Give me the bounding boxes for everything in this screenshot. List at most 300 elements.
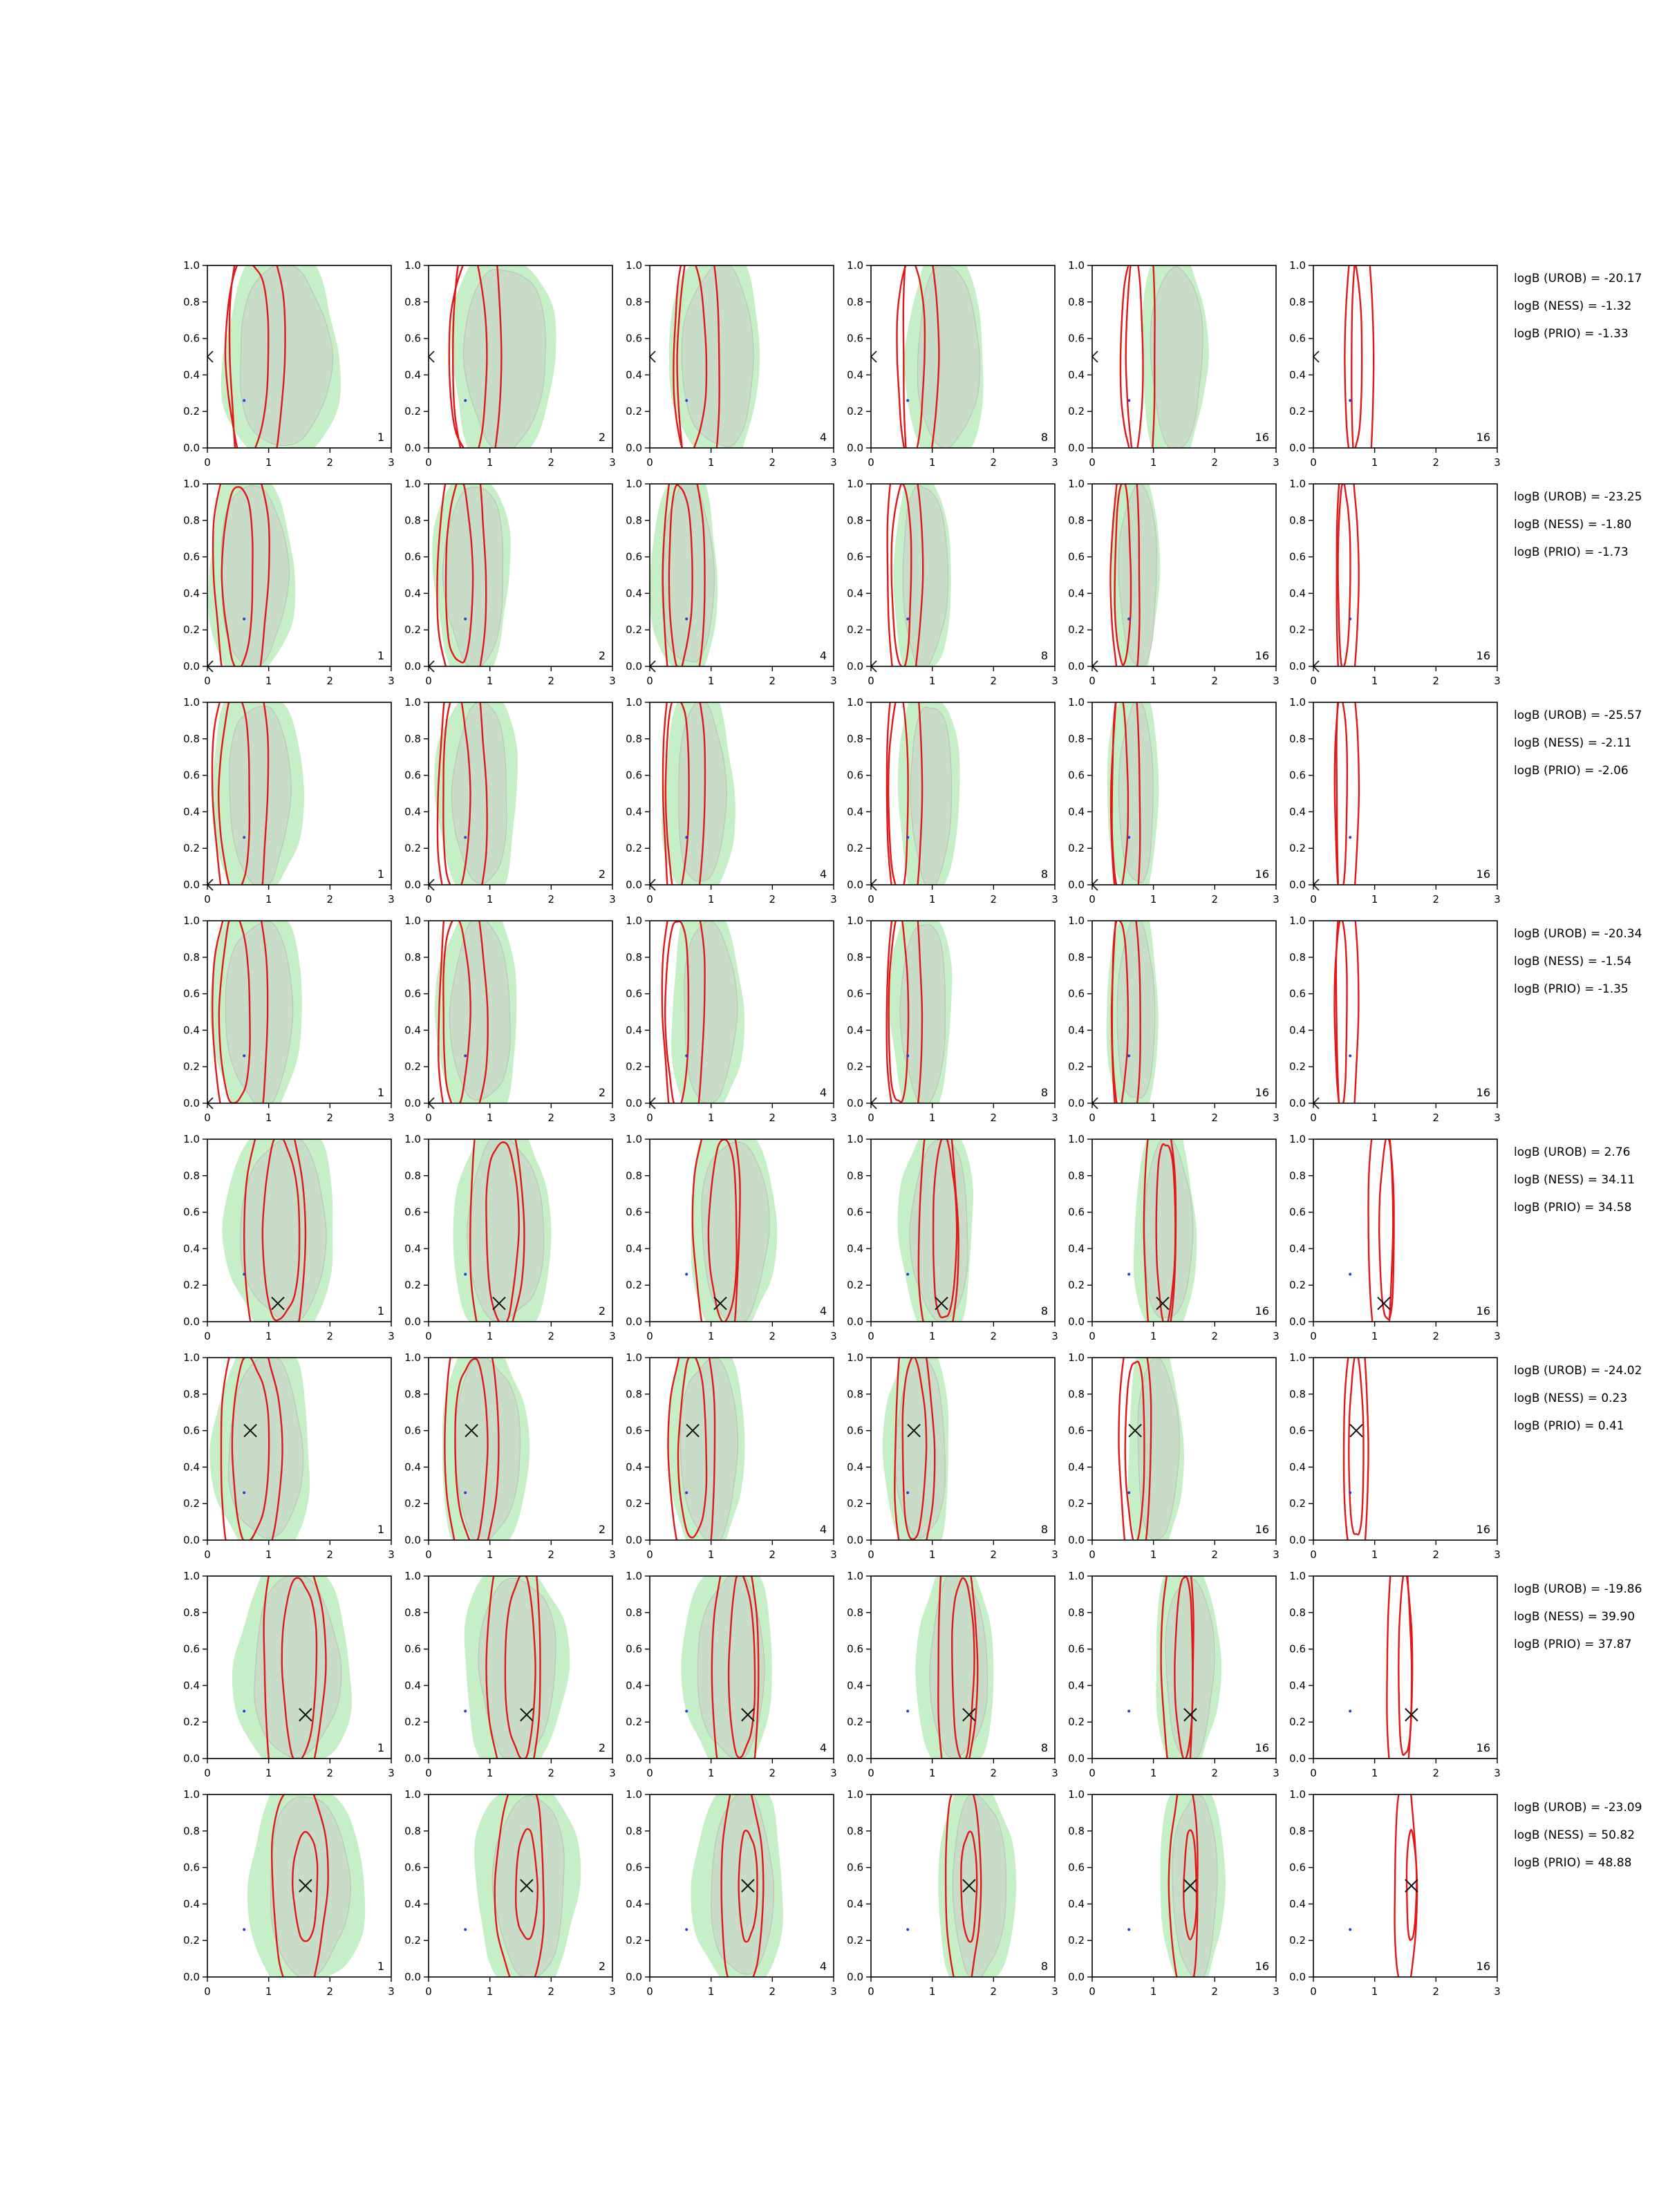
x-tick-label: 0 xyxy=(425,1767,432,1779)
x-tick-label: 2 xyxy=(1432,1330,1440,1342)
y-tick-label: 0.0 xyxy=(847,1534,863,1546)
panel-sample-label: 16 xyxy=(1476,1960,1490,1973)
contour-panel xyxy=(626,1099,837,1362)
y-tick-label: 0.8 xyxy=(847,950,863,964)
x-tick-label: 0 xyxy=(1310,1330,1317,1342)
x-tick-label: 3 xyxy=(1051,1767,1058,1779)
panel-sample-label: 4 xyxy=(819,868,827,881)
contour-panel xyxy=(847,1320,1058,1575)
y-tick-label: 0.0 xyxy=(1068,879,1085,891)
y-tick-label: 0.4 xyxy=(1289,1679,1306,1692)
panel-sample-label: 8 xyxy=(1040,649,1048,662)
x-tick-label: 3 xyxy=(1273,1767,1280,1779)
panel-sample-label: 2 xyxy=(598,431,606,444)
x-tick-label: 2 xyxy=(1211,1548,1219,1561)
y-tick-label: 0.0 xyxy=(183,1534,200,1546)
y-tick-label: 0.8 xyxy=(1289,1387,1306,1400)
y-tick-label: 0.6 xyxy=(847,1424,863,1437)
x-tick-label: 2 xyxy=(326,456,334,469)
y-tick-label: 0.0 xyxy=(847,1971,863,1983)
contour-panel xyxy=(1289,1524,1501,1800)
y-tick-label: 1.0 xyxy=(183,1351,200,1364)
y-tick-label: 1.0 xyxy=(1068,696,1085,709)
panel-sample-label: 8 xyxy=(1040,1304,1048,1318)
panel-sample-label: 16 xyxy=(1476,868,1490,881)
x-tick-label: 0 xyxy=(204,675,211,687)
x-tick-label: 1 xyxy=(1371,1112,1378,1124)
y-tick-label: 1.0 xyxy=(1289,1133,1306,1145)
panel-sample-label: 16 xyxy=(1476,1304,1490,1318)
reference-point xyxy=(1127,1273,1130,1275)
panel-sample-label: 4 xyxy=(819,431,827,444)
y-tick-label: 0.8 xyxy=(1068,514,1085,527)
x-tick-label: 2 xyxy=(326,1112,334,1124)
y-tick-label: 0.0 xyxy=(626,660,642,673)
y-tick-label: 0.8 xyxy=(404,1387,421,1400)
y-tick-label: 0.6 xyxy=(404,1861,421,1874)
y-tick-label: 1.0 xyxy=(404,1351,421,1364)
y-tick-label: 0.4 xyxy=(183,1679,200,1692)
y-tick-label: 0.2 xyxy=(183,1497,200,1510)
y-tick-label: 0.4 xyxy=(1068,1024,1085,1037)
y-tick-label: 0.4 xyxy=(626,805,642,818)
y-tick-label: 0.2 xyxy=(183,624,200,637)
x-tick-label: 1 xyxy=(1371,675,1378,687)
y-tick-label: 0.4 xyxy=(183,587,200,600)
contour-68 xyxy=(1121,255,1143,458)
x-tick-label: 1 xyxy=(1150,1112,1157,1124)
contour-panel xyxy=(404,874,616,1149)
y-tick-label: 0.2 xyxy=(626,405,642,418)
x-tick-label: 3 xyxy=(609,675,616,687)
y-tick-label: 0.0 xyxy=(1289,1752,1306,1765)
y-tick-label: 0.0 xyxy=(847,879,863,891)
x-tick-label: 3 xyxy=(1273,893,1280,906)
x-tick-label: 3 xyxy=(830,456,837,469)
reference-point xyxy=(906,617,909,620)
x-tick-label: 1 xyxy=(1371,456,1378,469)
reference-point xyxy=(464,836,467,838)
x-tick-label: 0 xyxy=(1310,1112,1317,1124)
y-tick-label: 0.2 xyxy=(183,1279,200,1292)
y-tick-label: 0.4 xyxy=(1068,1679,1085,1692)
y-tick-label: 0.4 xyxy=(1289,805,1306,818)
y-tick-label: 0.4 xyxy=(1289,1461,1306,1474)
contour-95 xyxy=(1337,438,1359,701)
x-tick-label: 3 xyxy=(1051,1548,1058,1561)
x-tick-label: 2 xyxy=(990,456,997,469)
panel-sample-label: 16 xyxy=(1255,1960,1269,1973)
y-tick-label: 0.8 xyxy=(626,1606,642,1619)
y-tick-label: 0.0 xyxy=(1289,1315,1306,1328)
x-tick-label: 1 xyxy=(928,1985,936,1998)
y-tick-label: 0.8 xyxy=(183,1606,200,1619)
reference-point xyxy=(685,836,688,838)
contour-panel xyxy=(183,868,395,1147)
y-tick-label: 0.2 xyxy=(1289,405,1306,418)
reference-point xyxy=(906,1273,909,1275)
reference-point xyxy=(1349,399,1351,402)
panel-row-3 xyxy=(183,641,1642,946)
panel-sample-label: 16 xyxy=(1255,1523,1269,1536)
y-tick-label: 0.2 xyxy=(1068,1934,1085,1947)
y-tick-label: 0.2 xyxy=(404,1716,421,1729)
y-tick-label: 0.8 xyxy=(404,514,421,527)
x-tick-label: 3 xyxy=(1494,1985,1501,1998)
y-tick-label: 1.0 xyxy=(626,1133,642,1145)
logb-annotation: logB (NESS) = -2.11 xyxy=(1514,736,1632,750)
axes-frame xyxy=(1313,484,1497,666)
panel-sample-label: 16 xyxy=(1255,431,1269,444)
y-tick-label: 0.6 xyxy=(626,1424,642,1437)
x-tick-label: 1 xyxy=(486,893,494,906)
contour-panel xyxy=(183,212,395,500)
logb-annotation: logB (UROB) = -25.57 xyxy=(1514,709,1642,722)
panel-row-6 xyxy=(183,1313,1642,1586)
reference-point xyxy=(685,1491,688,1494)
x-tick-label: 2 xyxy=(547,893,555,906)
x-tick-label: 0 xyxy=(1089,675,1096,687)
x-tick-label: 0 xyxy=(204,1985,211,1998)
x-tick-label: 0 xyxy=(1310,1985,1317,1998)
y-tick-label: 1.0 xyxy=(847,1133,863,1145)
x-tick-label: 2 xyxy=(1211,456,1219,469)
x-tick-label: 2 xyxy=(769,1112,776,1124)
logb-annotation: logB (UROB) = -20.17 xyxy=(1514,272,1642,285)
y-tick-label: 0.6 xyxy=(404,550,421,563)
x-tick-label: 1 xyxy=(486,1985,494,1998)
reference-point xyxy=(906,1054,909,1057)
reference-point xyxy=(685,1054,688,1057)
reference-point xyxy=(906,836,909,838)
contour-panel xyxy=(847,1534,1058,1809)
y-tick-label: 0.2 xyxy=(404,1279,421,1292)
x-tick-label: 2 xyxy=(990,675,997,687)
y-tick-label: 0.8 xyxy=(1289,1606,1306,1619)
x-tick-label: 3 xyxy=(1494,1330,1501,1342)
contour-panel xyxy=(626,205,837,492)
y-tick-label: 1.0 xyxy=(183,478,200,490)
logb-annotation: logB (NESS) = 0.23 xyxy=(1514,1391,1628,1405)
x-tick-label: 0 xyxy=(646,1330,653,1342)
y-tick-label: 0.6 xyxy=(626,1206,642,1219)
x-tick-label: 2 xyxy=(326,1985,334,1998)
x-tick-label: 1 xyxy=(486,1767,494,1779)
reference-point xyxy=(1349,836,1351,838)
y-tick-label: 0.2 xyxy=(183,1716,200,1729)
y-tick-label: 0.0 xyxy=(1068,1971,1085,1983)
y-tick-label: 1.0 xyxy=(626,1570,642,1582)
x-tick-label: 3 xyxy=(1494,675,1501,687)
y-tick-label: 0.2 xyxy=(1068,842,1085,855)
y-tick-label: 0.6 xyxy=(847,769,863,782)
x-tick-label: 0 xyxy=(1089,893,1096,906)
y-tick-label: 0.4 xyxy=(404,368,421,382)
x-tick-label: 1 xyxy=(928,1548,936,1561)
reference-point xyxy=(685,1273,688,1275)
x-tick-label: 1 xyxy=(928,675,936,687)
y-tick-label: 0.2 xyxy=(1068,1497,1085,1510)
panel-sample-label: 1 xyxy=(377,1960,384,1973)
y-tick-label: 0.4 xyxy=(1068,1242,1085,1255)
x-tick-label: 0 xyxy=(425,1330,432,1342)
contour-panel xyxy=(847,648,1058,946)
reference-point xyxy=(243,399,245,402)
y-tick-label: 0.8 xyxy=(626,1387,642,1400)
x-tick-label: 0 xyxy=(868,893,874,906)
reference-point xyxy=(464,617,467,620)
x-tick-label: 2 xyxy=(990,1112,997,1124)
x-tick-label: 3 xyxy=(1051,675,1058,687)
y-tick-label: 0.8 xyxy=(626,950,642,964)
x-tick-label: 1 xyxy=(265,1985,272,1998)
y-tick-label: 0.6 xyxy=(626,332,642,345)
y-tick-label: 1.0 xyxy=(1289,1351,1306,1364)
y-tick-label: 0.0 xyxy=(847,660,863,673)
y-tick-label: 1.0 xyxy=(1068,1570,1085,1582)
x-tick-label: 0 xyxy=(868,1330,874,1342)
y-tick-label: 0.8 xyxy=(626,1169,642,1182)
y-tick-label: 0.2 xyxy=(1289,842,1306,855)
x-tick-label: 0 xyxy=(425,1985,432,1998)
contour-panel xyxy=(183,1089,395,1355)
x-tick-label: 3 xyxy=(830,675,837,687)
y-tick-label: 1.0 xyxy=(1289,1570,1306,1582)
contour-panel xyxy=(404,645,616,937)
y-tick-label: 0.0 xyxy=(1068,1534,1085,1546)
panel-sample-label: 16 xyxy=(1476,1523,1490,1536)
x-tick-label: 0 xyxy=(868,675,874,687)
x-tick-label: 3 xyxy=(1494,1112,1501,1124)
y-tick-label: 0.2 xyxy=(847,624,863,637)
panel-sample-label: 1 xyxy=(377,431,384,444)
y-tick-label: 0.2 xyxy=(626,1716,642,1729)
y-tick-label: 0.0 xyxy=(404,1534,421,1546)
y-tick-label: 0.4 xyxy=(626,1679,642,1692)
y-tick-label: 1.0 xyxy=(847,478,863,490)
contour-panel xyxy=(1289,438,1501,701)
logb-annotation: logB (PRIO) = -1.33 xyxy=(1514,327,1629,341)
x-tick-label: 2 xyxy=(547,1985,555,1998)
x-tick-label: 1 xyxy=(1150,1330,1157,1342)
y-tick-label: 1.0 xyxy=(1289,478,1306,490)
y-tick-label: 0.8 xyxy=(1289,1824,1306,1837)
y-tick-label: 0.4 xyxy=(847,368,863,382)
logb-annotation: logB (UROB) = -24.02 xyxy=(1514,1364,1642,1378)
x-tick-label: 0 xyxy=(425,456,432,469)
y-tick-label: 0.0 xyxy=(847,442,863,454)
y-tick-label: 1.0 xyxy=(1068,259,1085,272)
panel-sample-label: 4 xyxy=(819,649,827,662)
x-tick-label: 0 xyxy=(646,1548,653,1561)
x-tick-label: 3 xyxy=(388,1767,395,1779)
panel-sample-label: 4 xyxy=(819,1960,827,1973)
y-tick-label: 0.4 xyxy=(1289,1897,1306,1911)
y-tick-label: 0.2 xyxy=(1289,1060,1306,1074)
contour-panel xyxy=(404,1537,616,1813)
panel-row-7 xyxy=(183,1520,1642,1813)
y-tick-label: 0.0 xyxy=(847,1315,863,1328)
logb-annotation: logB (PRIO) = 34.58 xyxy=(1514,1201,1632,1215)
panel-sample-label: 16 xyxy=(1476,1086,1490,1099)
reference-point xyxy=(685,617,688,620)
x-tick-label: 2 xyxy=(1211,1330,1219,1342)
y-tick-label: 0.8 xyxy=(847,1824,863,1837)
contour-panel xyxy=(626,437,837,705)
x-tick-label: 1 xyxy=(1371,893,1378,906)
y-tick-label: 0.2 xyxy=(847,1716,863,1729)
x-tick-label: 3 xyxy=(830,1985,837,1998)
y-tick-label: 0.8 xyxy=(1068,1824,1085,1837)
x-tick-label: 3 xyxy=(1051,1985,1058,1998)
x-tick-label: 1 xyxy=(486,1330,494,1342)
y-tick-label: 0.8 xyxy=(847,1387,863,1400)
reference-point xyxy=(1127,1709,1130,1712)
y-tick-label: 0.4 xyxy=(183,1897,200,1911)
y-tick-label: 0.4 xyxy=(847,1679,863,1692)
y-tick-label: 0.4 xyxy=(847,587,863,600)
y-tick-label: 0.8 xyxy=(183,732,200,745)
y-tick-label: 0.2 xyxy=(183,405,200,418)
y-tick-label: 0.8 xyxy=(183,950,200,964)
x-tick-label: 1 xyxy=(486,675,494,687)
y-tick-label: 0.4 xyxy=(626,1461,642,1474)
y-tick-label: 0.4 xyxy=(404,1242,421,1255)
contour-panel xyxy=(1068,1533,1280,1806)
y-tick-label: 1.0 xyxy=(404,1133,421,1145)
y-tick-label: 0.6 xyxy=(847,1861,863,1874)
logb-annotation: logB (NESS) = 34.11 xyxy=(1514,1173,1635,1187)
x-tick-label: 3 xyxy=(830,1112,837,1124)
y-tick-label: 0.2 xyxy=(404,405,421,418)
y-tick-label: 1.0 xyxy=(847,259,863,272)
y-tick-label: 0.4 xyxy=(847,1461,863,1474)
y-tick-label: 0.2 xyxy=(404,624,421,637)
y-tick-label: 1.0 xyxy=(847,696,863,709)
axes-frame xyxy=(1313,921,1497,1103)
reference-point xyxy=(1349,1273,1351,1275)
y-tick-label: 0.0 xyxy=(1289,1534,1306,1546)
y-tick-label: 0.2 xyxy=(626,1060,642,1074)
y-tick-label: 0.6 xyxy=(183,1642,200,1656)
reference-point xyxy=(464,1928,467,1931)
y-tick-label: 0.0 xyxy=(626,1971,642,1983)
x-tick-label: 0 xyxy=(868,1767,874,1779)
x-tick-label: 1 xyxy=(928,1767,936,1779)
axes-frame xyxy=(1313,265,1497,448)
x-tick-label: 0 xyxy=(646,456,653,469)
logb-annotation: logB (UROB) = 2.76 xyxy=(1514,1145,1631,1159)
y-tick-label: 0.0 xyxy=(183,1315,200,1328)
y-tick-label: 0.2 xyxy=(404,1060,421,1074)
reference-point xyxy=(906,1928,909,1931)
truth-marker xyxy=(1350,1425,1362,1437)
x-tick-label: 3 xyxy=(388,1548,395,1561)
y-tick-label: 0.0 xyxy=(183,1097,200,1109)
x-tick-label: 2 xyxy=(990,1548,997,1561)
contour-panel xyxy=(847,872,1058,1151)
x-tick-label: 0 xyxy=(1089,456,1096,469)
x-tick-label: 1 xyxy=(486,1548,494,1561)
y-tick-label: 0.2 xyxy=(183,842,200,855)
y-tick-label: 0.4 xyxy=(847,1024,863,1037)
reference-point xyxy=(243,1273,245,1275)
y-tick-label: 0.6 xyxy=(1068,1424,1085,1437)
x-tick-label: 3 xyxy=(830,1330,837,1342)
y-tick-label: 0.8 xyxy=(847,732,863,745)
panel-sample-label: 16 xyxy=(1255,868,1269,881)
y-tick-label: 1.0 xyxy=(404,915,421,927)
y-tick-label: 1.0 xyxy=(404,1788,421,1801)
y-tick-label: 0.0 xyxy=(1289,660,1306,673)
panel-sample-label: 16 xyxy=(1255,1304,1269,1318)
panel-sample-label: 8 xyxy=(1040,1741,1048,1754)
y-tick-label: 0.2 xyxy=(404,1934,421,1947)
y-tick-label: 0.4 xyxy=(1289,587,1306,600)
x-tick-label: 0 xyxy=(1089,1330,1096,1342)
x-tick-label: 2 xyxy=(1432,893,1440,906)
y-tick-label: 0.0 xyxy=(626,1097,642,1109)
panel-sample-label: 4 xyxy=(819,1523,827,1536)
x-tick-label: 3 xyxy=(1273,1985,1280,1998)
panel-sample-label: 8 xyxy=(1040,1086,1048,1099)
y-tick-label: 0.4 xyxy=(183,1242,200,1255)
panel-sample-label: 1 xyxy=(377,1304,384,1318)
y-tick-label: 1.0 xyxy=(847,1788,863,1801)
reference-point xyxy=(1349,1491,1351,1494)
y-tick-label: 0.6 xyxy=(1068,1206,1085,1219)
panel-sample-label: 16 xyxy=(1255,1086,1269,1099)
y-tick-label: 0.0 xyxy=(183,879,200,891)
axes-frame xyxy=(1313,1358,1497,1540)
axes-frame xyxy=(1313,1576,1497,1759)
y-tick-label: 0.8 xyxy=(404,950,421,964)
x-tick-label: 1 xyxy=(265,1112,272,1124)
reference-point xyxy=(464,1054,467,1057)
y-tick-label: 0.2 xyxy=(847,405,863,418)
axes-frame xyxy=(1313,702,1497,885)
y-tick-label: 0.2 xyxy=(183,1934,200,1947)
y-tick-label: 0.4 xyxy=(183,805,200,818)
contour-panel xyxy=(626,1315,837,1574)
y-tick-label: 0.8 xyxy=(404,1169,421,1182)
logb-annotation: logB (PRIO) = -2.06 xyxy=(1514,764,1629,778)
y-tick-label: 0.8 xyxy=(626,1824,642,1837)
y-tick-label: 0.2 xyxy=(626,842,642,855)
truth-marker xyxy=(1092,351,1098,362)
x-tick-label: 1 xyxy=(1150,1548,1157,1561)
x-tick-label: 3 xyxy=(1494,893,1501,906)
contour-panel xyxy=(183,446,395,709)
logb-annotation: logB (UROB) = -20.34 xyxy=(1514,927,1642,941)
x-tick-label: 0 xyxy=(204,1548,211,1561)
contour-panel xyxy=(1068,641,1280,934)
y-tick-label: 0.8 xyxy=(1068,1169,1085,1182)
x-tick-label: 1 xyxy=(928,1112,936,1124)
contour-68 xyxy=(1338,483,1351,668)
y-tick-label: 0.6 xyxy=(626,1642,642,1656)
x-tick-label: 2 xyxy=(1211,1112,1219,1124)
reference-point xyxy=(1127,1928,1130,1931)
contour-panel xyxy=(183,1772,395,1998)
y-tick-label: 0.6 xyxy=(404,1206,421,1219)
x-tick-label: 0 xyxy=(204,893,211,906)
x-tick-label: 0 xyxy=(1310,675,1317,687)
x-tick-label: 0 xyxy=(425,675,432,687)
x-tick-label: 1 xyxy=(707,1112,715,1124)
y-tick-label: 0.0 xyxy=(1068,660,1085,673)
x-tick-label: 2 xyxy=(769,1767,776,1779)
